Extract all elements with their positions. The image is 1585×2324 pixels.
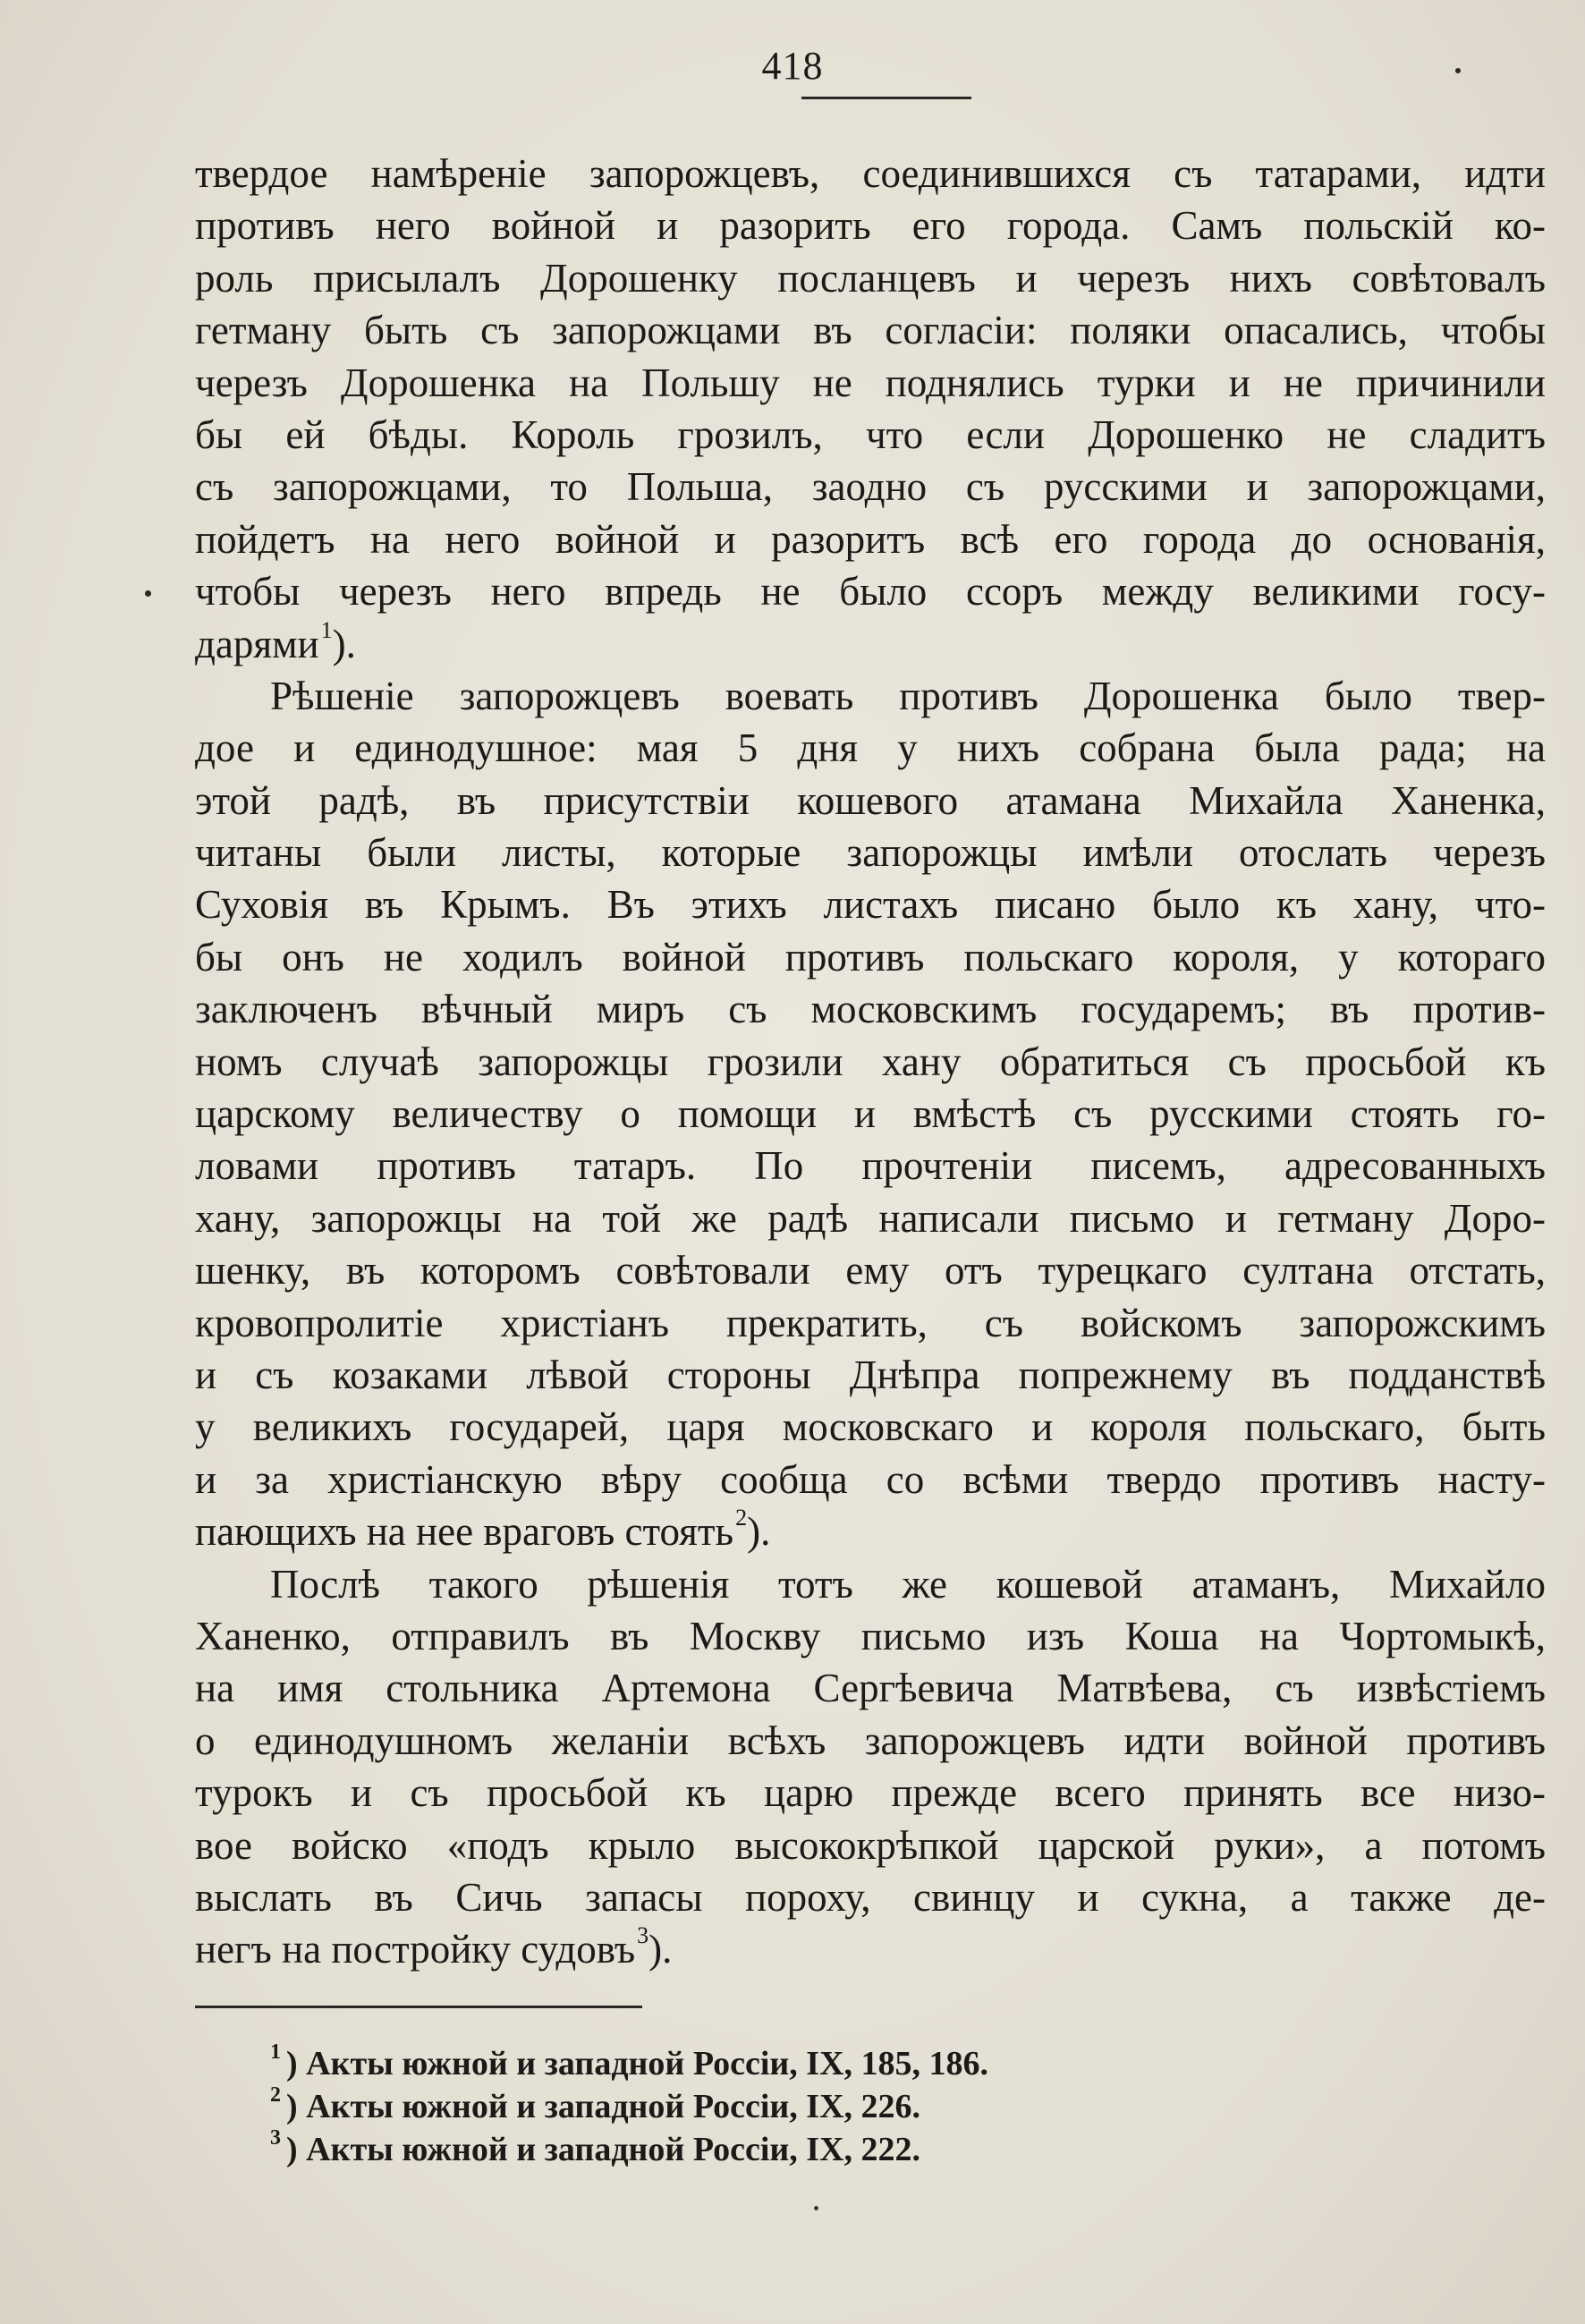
text-line [195,252,1546,304]
footnote-rule [195,2006,642,2008]
text-line [195,148,1546,199]
line-text: кровопролитіе христіанъ прекратить, съ войскомъ запорожскимъ [195,1300,1546,1345]
text-line [195,1036,1546,1088]
line-text: у великихъ государей, царя московскаго и короля польскаго, быть [195,1404,1546,1450]
margin-ink-speck [145,590,151,597]
footnotes [270,2042,1343,2171]
line-text: турокъ и съ просьбой къ царю прежде всего принять все низо- [195,1770,1546,1816]
text-line [195,1767,1546,1819]
body-text [195,148,1546,1976]
text-line [195,670,1546,722]
line-text: черезъ Дорошенка на Польшу не поднялись турки и не причинили [195,360,1546,405]
text-line [195,1454,1546,1506]
line-text: заключенъ вѣчный миръ съ московскимъ государемъ; въ против- [195,987,1546,1032]
header-rule [801,97,971,99]
footnote-mark: 1 [270,2040,281,2065]
text-line [195,722,1546,774]
line-text: и съ козаками лѣвой стороны Днѣпра попрежнему въ подданствѣ [195,1352,1546,1397]
text-line [195,878,1546,930]
text-line [195,1819,1546,1871]
text-line [195,304,1546,356]
text-line [195,983,1546,1035]
line-text: на имя стольника Артемона Сергѣевича Матвѣева, съ извѣстіемъ [195,1666,1546,1711]
page-number: 418 [761,44,824,88]
line-text: пойдетъ на него войной и разоритъ всѣ его города до основанія, [195,516,1546,562]
line-text: чтобы черезъ него впредь не было ссоръ между великими госу- [195,569,1546,615]
line-text: бы ей бѣды. Король грозилъ, что если Дорошенко не сладитъ [195,411,1546,457]
line-text: твердое намѣреніе запорожцевъ, соединившихся съ татарами, идти [195,151,1546,196]
line-text-tail: ). [332,621,356,666]
text-line [195,1140,1546,1192]
text-line [195,1192,1546,1244]
line-text: номъ случаѣ запорожцы грозили хану обратиться съ просьбой къ [195,1039,1546,1084]
text-line [195,565,1546,617]
line-text: хану, запорожцы на той же радѣ написали письмо и гетману Доро- [195,1195,1546,1241]
text-line [195,1401,1546,1453]
text-line [195,409,1546,461]
line-text: бы онъ не ходилъ войной противъ польскаго короля, у котораго [195,934,1546,980]
line-text: противъ него войной и разорить его города. Самъ польскій ко- [195,203,1546,249]
footnote-text: ) Акты южной и западной Россіи, IX, 222. [286,2131,921,2168]
line-text: съ запорожцами, то Польша, заодно съ русскими и запорожцами, [195,464,1546,510]
line-text: негъ на постройку судовъ [195,1927,636,1972]
text-line [195,1244,1546,1296]
text-line [195,513,1546,565]
ink-speck [1455,68,1461,73]
text-line [195,931,1546,983]
footnote [270,2128,1343,2171]
text-line [195,1715,1546,1767]
line-text: роль присылалъ Дорошенку посланцевъ и черезъ нихъ совѣтовалъ [195,255,1546,301]
line-text: дое и единодушное: мая 5 дня у нихъ собрана была рада; на [195,725,1546,771]
line-text: Ханенко, отправилъ въ Москву письмо изъ Коша на Чортомыкѣ, [195,1613,1546,1658]
text-line [195,199,1546,251]
text-line [195,1610,1546,1662]
line-text: и за христіанскую вѣру сообща со всѣми твердо противъ насту- [195,1456,1546,1502]
footnote [270,2085,1343,2128]
text-line [195,1923,1546,1975]
text-line [195,461,1546,513]
text-line [195,1506,1546,1557]
footnote-mark: 2 [270,2083,281,2108]
line-text: гетману быть съ запорожцами въ согласіи: поляки опасались, чтобы [195,308,1546,353]
line-text: Рѣшеніе запорожцевъ воевать противъ Дорошенка было твер- [270,673,1546,718]
footnote-reference: 3 [637,1922,649,1949]
line-text: ловами противъ татаръ. По прочтеніи писемъ, адресованныхъ [195,1143,1546,1189]
text-line [195,1662,1546,1714]
text-line [195,357,1546,409]
line-text: вое войско «подъ крыло высококрѣпкой царской руки», а потомъ [195,1822,1546,1868]
line-text: царскому величеству о помощи и вмѣстѣ съ русскими стоять го- [195,1091,1546,1137]
line-text: читаны были листы, которые запорожцы имѣли отослать черезъ [195,830,1546,876]
text-line [195,775,1546,827]
line-text: Суховія въ Крымъ. Въ этихъ листахъ писано было къ хану, что- [195,882,1546,928]
line-text: пающихъ на нее враговъ стоять [195,1509,734,1555]
footnote [270,2042,1343,2085]
text-line [195,618,1546,670]
text-line [195,1088,1546,1140]
footnote-text: ) Акты южной и западной Россіи, IX, 185, 186. [286,2045,989,2082]
line-text: этой радѣ, въ присутствіи кошевого атамана Михайла Ханенка, [195,777,1546,823]
line-text-tail: ). [648,1927,673,1972]
line-text-tail: ). [747,1509,771,1555]
ink-speck [814,2206,818,2210]
footnote-reference: 2 [735,1505,748,1531]
line-text: о единодушномъ желаніи всѣхъ запорожцевъ идти войной противъ [195,1718,1546,1763]
line-text: дарями [195,621,319,666]
text-line [195,1558,1546,1610]
line-text: шенку, въ которомъ совѣтовали ему отъ турецкаго султана отстать, [195,1248,1546,1293]
text-line [195,1349,1546,1401]
line-text: Послѣ такого рѣшенія тотъ же кошевой атаманъ, Михайло [270,1561,1546,1607]
footnote-mark: 3 [270,2126,281,2150]
text-line [195,1871,1546,1923]
line-text: выслать въ Сичь запасы пороху, свинцу и сукна, а также де- [195,1874,1546,1920]
text-line [195,827,1546,878]
text-line [195,1297,1546,1349]
footnote-reference: 1 [320,616,333,643]
footnote-text: ) Акты южной и западной Россіи, IX, 226. [286,2088,921,2125]
